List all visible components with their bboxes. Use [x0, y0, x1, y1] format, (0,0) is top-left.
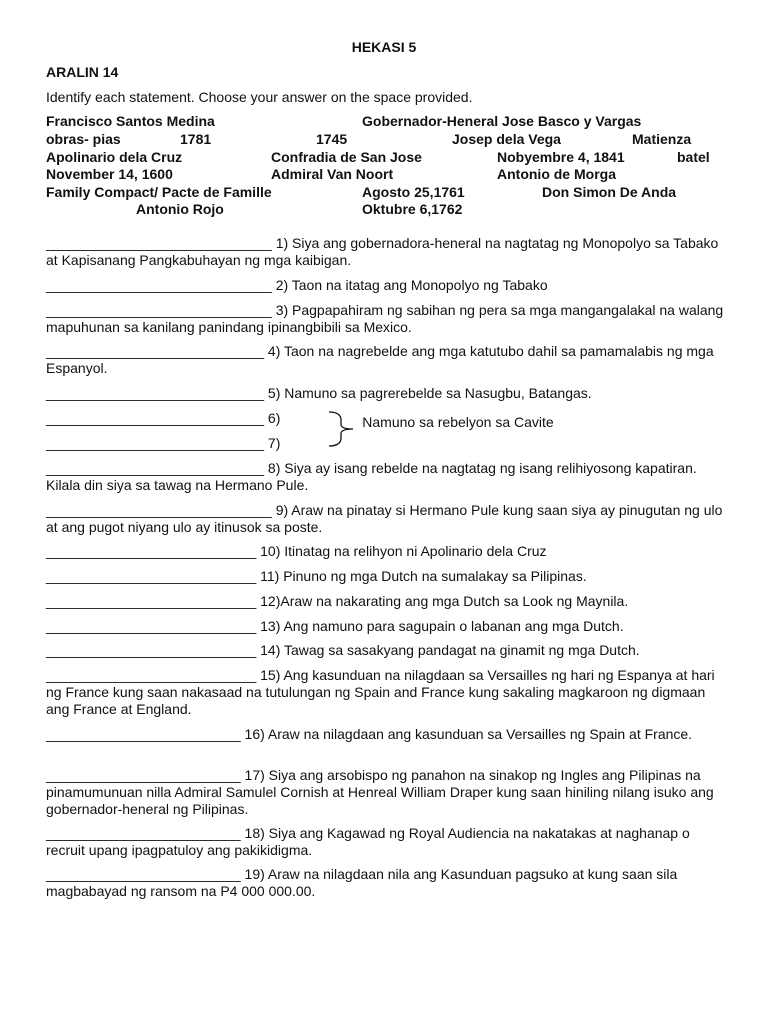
question-item: _____________________________ 3) Pagpapahiram ng sabihan ng pera sa mga mangangalakal na walang mapuhunan sa kanilang panindang ipinangbibili sa Mexico. [46, 302, 724, 335]
bank-item: Don Simon De Anda [542, 184, 677, 200]
bank-item: obras- pias [46, 131, 121, 147]
question-item: ___________________________ 13) Ang namuno para sagupain o labanan ang mga Dutch. [46, 618, 624, 634]
bank-item: 1745 [316, 131, 348, 147]
question-item: _________________________ 16) Araw na nilagdaan ang kasunduan sa Versailles ng Spain at France. [46, 726, 693, 742]
bank-item: Confradia de San Jose [271, 149, 422, 165]
question-item: _________________________ 18) Siya ang Kagawad ng Royal Audiencia na nakatakas at naghanap o recruit upang ipagpatuloy ang pakikidigma. [46, 825, 690, 858]
bank-item: Nobyembre 4, 1841 [497, 149, 625, 165]
bank-item: Agosto 25,1761 [362, 184, 465, 200]
question-item: _____________________________ 2) Taon na itatag ang Monopolyo ng Tabako [46, 277, 548, 293]
question-item: _________________________ 19) Araw na nilagdaan nila ang Kasunduan pagsuko at kung saan sila magbabayad ng ransom na P4 000 000.00. [46, 866, 678, 899]
question-item: ____________________________ 5) Namuno sa pagrerebelde sa Nasugbu, Batangas. [46, 385, 592, 401]
worksheet-subject: HEKASI 5 [351, 39, 417, 55]
bank-item: Francisco Santos Medina [46, 113, 215, 129]
bank-item: batel [677, 149, 710, 165]
question-item: ____________________________ 6) [46, 410, 281, 426]
instructions: Identify each statement. Choose your answer on the space provided. [46, 89, 473, 105]
question-item: ____________________________ 4) Taon na nagrebelde ang mga katutubo dahil sa pamamalabis ng mga Espanyol. [46, 343, 714, 376]
question-item: ___________________________ 12)Araw na nakarating ang mga Dutch sa Look ng Maynila. [46, 593, 629, 609]
question-item: ___________________________ 15) Ang kasunduan na nilagdaan sa Versailles ng hari ng Espanya at hari ng France kung saan nakasaad na tutulungan ng Spain and France kung sakaling magkaroon ng digmaan ang France at England. [46, 667, 715, 717]
question-item: _____________________________ 1) Siya ang gobernadora-heneral na nagtatag ng Monopolyo sa Tabako at Kapisanang Pangkabuhayan ng mga kaibigan. [46, 235, 719, 268]
bank-item: Antonio Rojo [136, 201, 224, 217]
question-item: ___________________________ 14) Tawag sa sasakyang pandagat na ginamit ng mga Dutch. [46, 642, 640, 658]
bank-item: Antonio de Morga [497, 166, 616, 182]
question-item: _____________________________ 9) Araw na pinatay si Hermano Pule kung saan siya ay pinugutan ng ulo at ang pugot niyang ulo ay itinusok sa poste. [46, 502, 723, 535]
question-item: _________________________ 17) Siya ang arsobispo ng panahon na sinakop ng Ingles ang Pilipinas na pinamumunuan nilla Admiral Samulel Cornish at Henreal William Draper kung saan hiniling nilang isuko ang gobernador-heneral ng Pilipinas. [46, 767, 714, 817]
question-item: ___________________________ 11) Pinuno ng mga Dutch na sumalakay sa Pilipinas. [46, 568, 587, 584]
bank-item: Josep dela Vega [452, 131, 561, 147]
question-item: ____________________________ 7) [46, 435, 281, 451]
lesson-title: ARALIN 14 [46, 64, 119, 80]
bank-item: Family Compact/ Pacte de Famille [46, 184, 272, 200]
bank-item: 1781 [180, 131, 212, 147]
bank-item: Gobernador-Heneral Jose Basco y Vargas [362, 113, 642, 129]
bank-item: November 14, 1600 [46, 166, 173, 182]
bracket-label: Namuno sa rebelyon sa Cavite [362, 414, 554, 430]
question-item: ____________________________ 8) Siya ay isang rebelde na nagtatag ng isang relihiyosong kapatiran. Kilala din siya sa tawag na Hermano Pule. [46, 460, 697, 493]
bank-item: Oktubre 6,1762 [362, 201, 463, 217]
bank-item: Apolinario dela Cruz [46, 149, 183, 165]
bank-item: Admiral Van Noort [271, 166, 394, 182]
right-brace-icon [326, 410, 356, 448]
bank-item: Matienza [632, 131, 692, 147]
question-item: ___________________________ 10) Itinatag na relihyon ni Apolinario dela Cruz [46, 543, 547, 559]
